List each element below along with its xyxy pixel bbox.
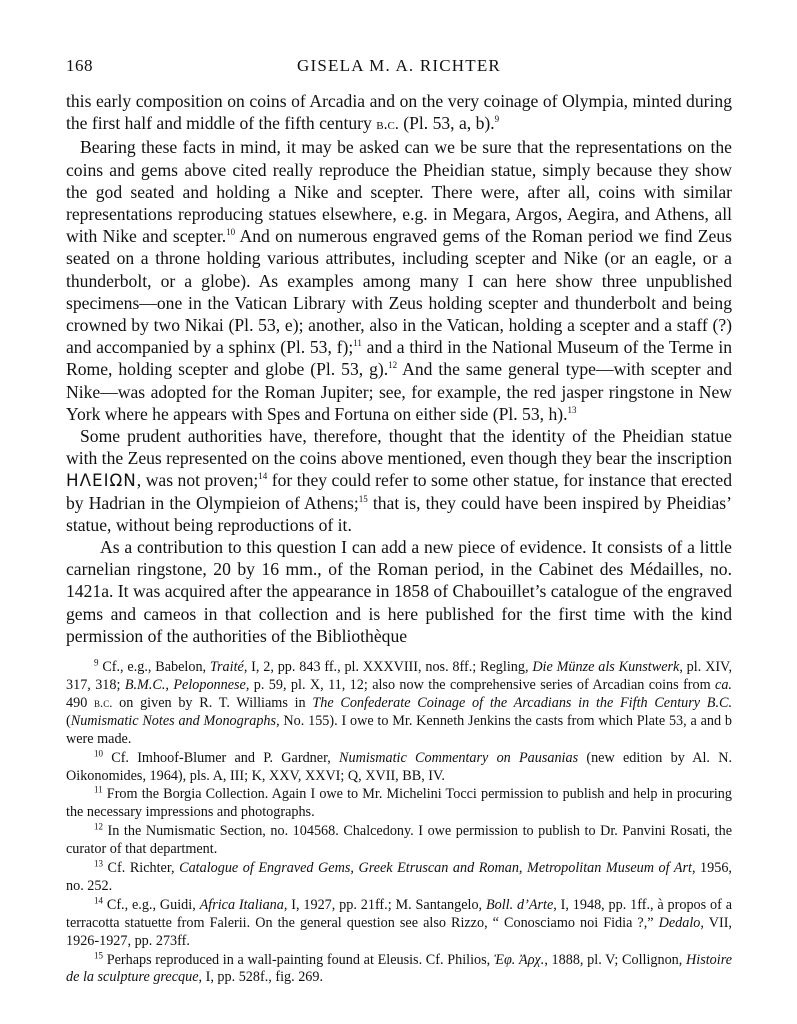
text-run: , VII, 1926-1927, pp. 273ff. — [66, 914, 732, 949]
citation-title: Dedalo — [658, 914, 701, 931]
text-run: , I, pp. 528f., fig. 269. — [198, 969, 324, 986]
citation-title: Die Münze als Kunstwerk — [532, 659, 680, 676]
text-run: And on numerous engraved gems of the Roman period we find Zeus seated on a throne holding various attributes, including scepter and Nike (or an eagle, or a thunderbolt, or a globe). As examples among many I can here show three unpublished specimens—one in the Vatican Library with Zeus holding scepter and thunderbolt and being crowned by two Nikai (Pl. 53, e); another, also in the Vatican, holding a scepter and a staff (?) and accompanied by a sphinx (Pl. 53, f); — [66, 226, 732, 358]
footnote-number: 10 — [94, 747, 103, 758]
footnote-10 — [66, 747, 733, 786]
text-run: on given by R. T. Williams in — [112, 694, 313, 711]
citation-title: ca. — [715, 676, 732, 693]
citation-title: Numismatic Commentary on Pausanias — [339, 749, 579, 766]
footnote-number: 13 — [94, 858, 103, 869]
footnote-number: 12 — [94, 821, 103, 832]
text-run: for they could refer to some other statue, for instance that erected by Hadrian in the Olympieion of Athens; — [66, 470, 732, 513]
text-run: , was not proven; — [136, 470, 259, 491]
citation-title: Boll. d’Arte — [485, 896, 554, 913]
footnote-15 — [66, 949, 732, 988]
text-run: Cf. Richter, — [103, 860, 180, 877]
footnote-9 — [66, 659, 732, 749]
running-head: GISELA M. A. RICHTER — [297, 56, 501, 75]
paragraph — [66, 90, 732, 136]
footnote-ref[interactable]: 10 — [226, 227, 236, 238]
text-run: 490 — [66, 694, 95, 711]
text-run: , p. 59, pl. X, 11, 12; also now the comprehensive series of Arcadian coins from — [245, 676, 716, 693]
text-run: , 1888, pl. V; Collignon, — [544, 951, 687, 968]
footnote-number: 11 — [94, 784, 103, 795]
text-run: this early composition on coins of Arcadia and on the very coinage of Olympia, minted during the first half and middle of the fifth century — [66, 91, 732, 134]
text-run: , pl. XIV, 317, 318; — [66, 659, 733, 693]
footnotes — [66, 659, 732, 987]
text-run: Cf. Imhoof-Blumer and P. Gardner, — [103, 749, 340, 766]
footnote-number: 15 — [94, 949, 103, 960]
text-run: Perhaps reproduced in a wall-painting found at Eleusis. Cf. Philios, — [103, 951, 494, 968]
text-run: As a contribution to this question I can add a new piece of evidence. It consists of a little carnelian ringstone, 20 by 16 mm., of the Roman period, in the Cabinet des Médailles, no. 1421a. It was acquired after the appearance in 1858 of Chabouillet’s catalogue of the engraved gems and cameos in that collection and is here published for the first time with the kind permission of the authorities of the Bibliothèque — [66, 537, 732, 646]
footnote-11 — [66, 786, 732, 822]
footnote-number: 9 — [94, 657, 99, 668]
text-run: In the Numismatic Section, no. 104568. Chalcedony. I owe permission to publish to Dr. Panvini Rosati, the curator of that department. — [66, 823, 732, 858]
footnote-ref[interactable]: 13 — [567, 404, 577, 415]
footnote-ref[interactable]: 15 — [358, 493, 368, 504]
footnote-number: 14 — [94, 895, 103, 906]
text-run: And the same general type—with scepter and Nike—was adopted for the Roman Jupiter; see, for example, the red jasper ringstone in New York where he appears with Spes and Fortuna on either side (Pl. 53, h). — [66, 359, 732, 424]
footnote-ref[interactable]: 12 — [388, 360, 398, 371]
greek-inscription: ΗΛΕΙΩΝ — [66, 470, 137, 491]
footnote-12 — [66, 823, 732, 859]
text-run: From the Borgia Collection. Again I owe to Mr. Michelini Tocci permission to publish and help in procuring the necessary impressions and photographs. — [66, 786, 732, 821]
footnote-14 — [66, 897, 732, 951]
era-abbrev: b.c. — [376, 116, 399, 134]
citation-title: B.M.C., Peloponnese — [124, 676, 246, 693]
citation-title: Africa Italiana — [199, 896, 284, 913]
paragraph — [66, 425, 732, 536]
text-run: , I, 1948, pp. 1ff., à propos of a terracotta statuette from Falerii. On the general question see also Rizzo, “ Conosciamo noi Fidia ?,” — [66, 896, 732, 931]
page-header — [66, 52, 732, 80]
citation-title: Catalogue of Engraved Gems, Greek Etruscan and Roman, Metropolitan Museum of Art — [179, 860, 692, 877]
text-run: Cf., e.g., Babelon, — [98, 659, 210, 676]
text-run: , I, 2, pp. 843 ff., pl. XXXVIII, nos. 8ff.; Regling, — [243, 659, 533, 676]
footnote-ref[interactable]: 9 — [494, 114, 500, 125]
text-run: , I, 1927, pp. 21ff.; M. Santangelo, — [283, 896, 486, 913]
citation-title: Histoire de la sculpture grecque — [66, 951, 732, 986]
footnote-ref[interactable]: 14 — [258, 471, 268, 482]
text-run: , 1956, no. 252. — [66, 860, 732, 894]
page — [66, 52, 732, 987]
citation-title: Ἐφ. Ἀρχ. — [493, 951, 545, 968]
footnote-13 — [66, 860, 732, 896]
page-number: 168 — [66, 56, 93, 75]
text-run: Cf., e.g., Guidi, — [103, 896, 200, 913]
paragraph — [66, 536, 732, 647]
era-abbrev: b.c. — [94, 695, 113, 710]
citation-title: Traité — [209, 659, 244, 676]
paragraph — [66, 136, 732, 425]
text-run: (new edition by Al. N. Oikonomides, 1964), pls. A, III; K, XXV, XXVI; Q, XVII, BB, IV. — [66, 749, 733, 784]
body-text — [66, 90, 732, 647]
text-run: and a third in the National Museum of the Terme in Rome, holding scepter and globe (Pl. 53, g). — [66, 337, 732, 380]
footnote-ref[interactable]: 11 — [353, 338, 362, 349]
text-run: Some prudent authorities have, therefore, thought that the identity of the Pheidian statue with the Zeus represented on the coins above mentioned, even though they bear the inscription — [66, 426, 732, 469]
citation-title: Numismatic Notes and Monographs — [70, 712, 277, 729]
text-run: Bearing these facts in mind, it may be asked can we be sure that the representations on the coins and gems above cited really reproduce the Pheidian statue, simply because they show the god seated and holding a Nike and scepter. There were, after all, coins with similar representations reproducing statues elsewhere, e.g. in Megara, Argos, Aegira, and Athens, all with Nike and scepter. — [66, 137, 732, 247]
citation-title: The Confederate Coinage of the Arcadians in the Fifth Century B.C. — [312, 694, 733, 711]
text-run: (Pl. 53, a, b). — [398, 113, 495, 134]
text-run: that is, they could have been inspired by Pheidias’ statue, without being reproductions of it. — [66, 492, 732, 535]
text-run: , No. 155). I owe to Mr. Kenneth Jenkins the casts from which Plate 53, a and b were made. — [66, 712, 732, 747]
text-run: ( — [66, 712, 71, 729]
